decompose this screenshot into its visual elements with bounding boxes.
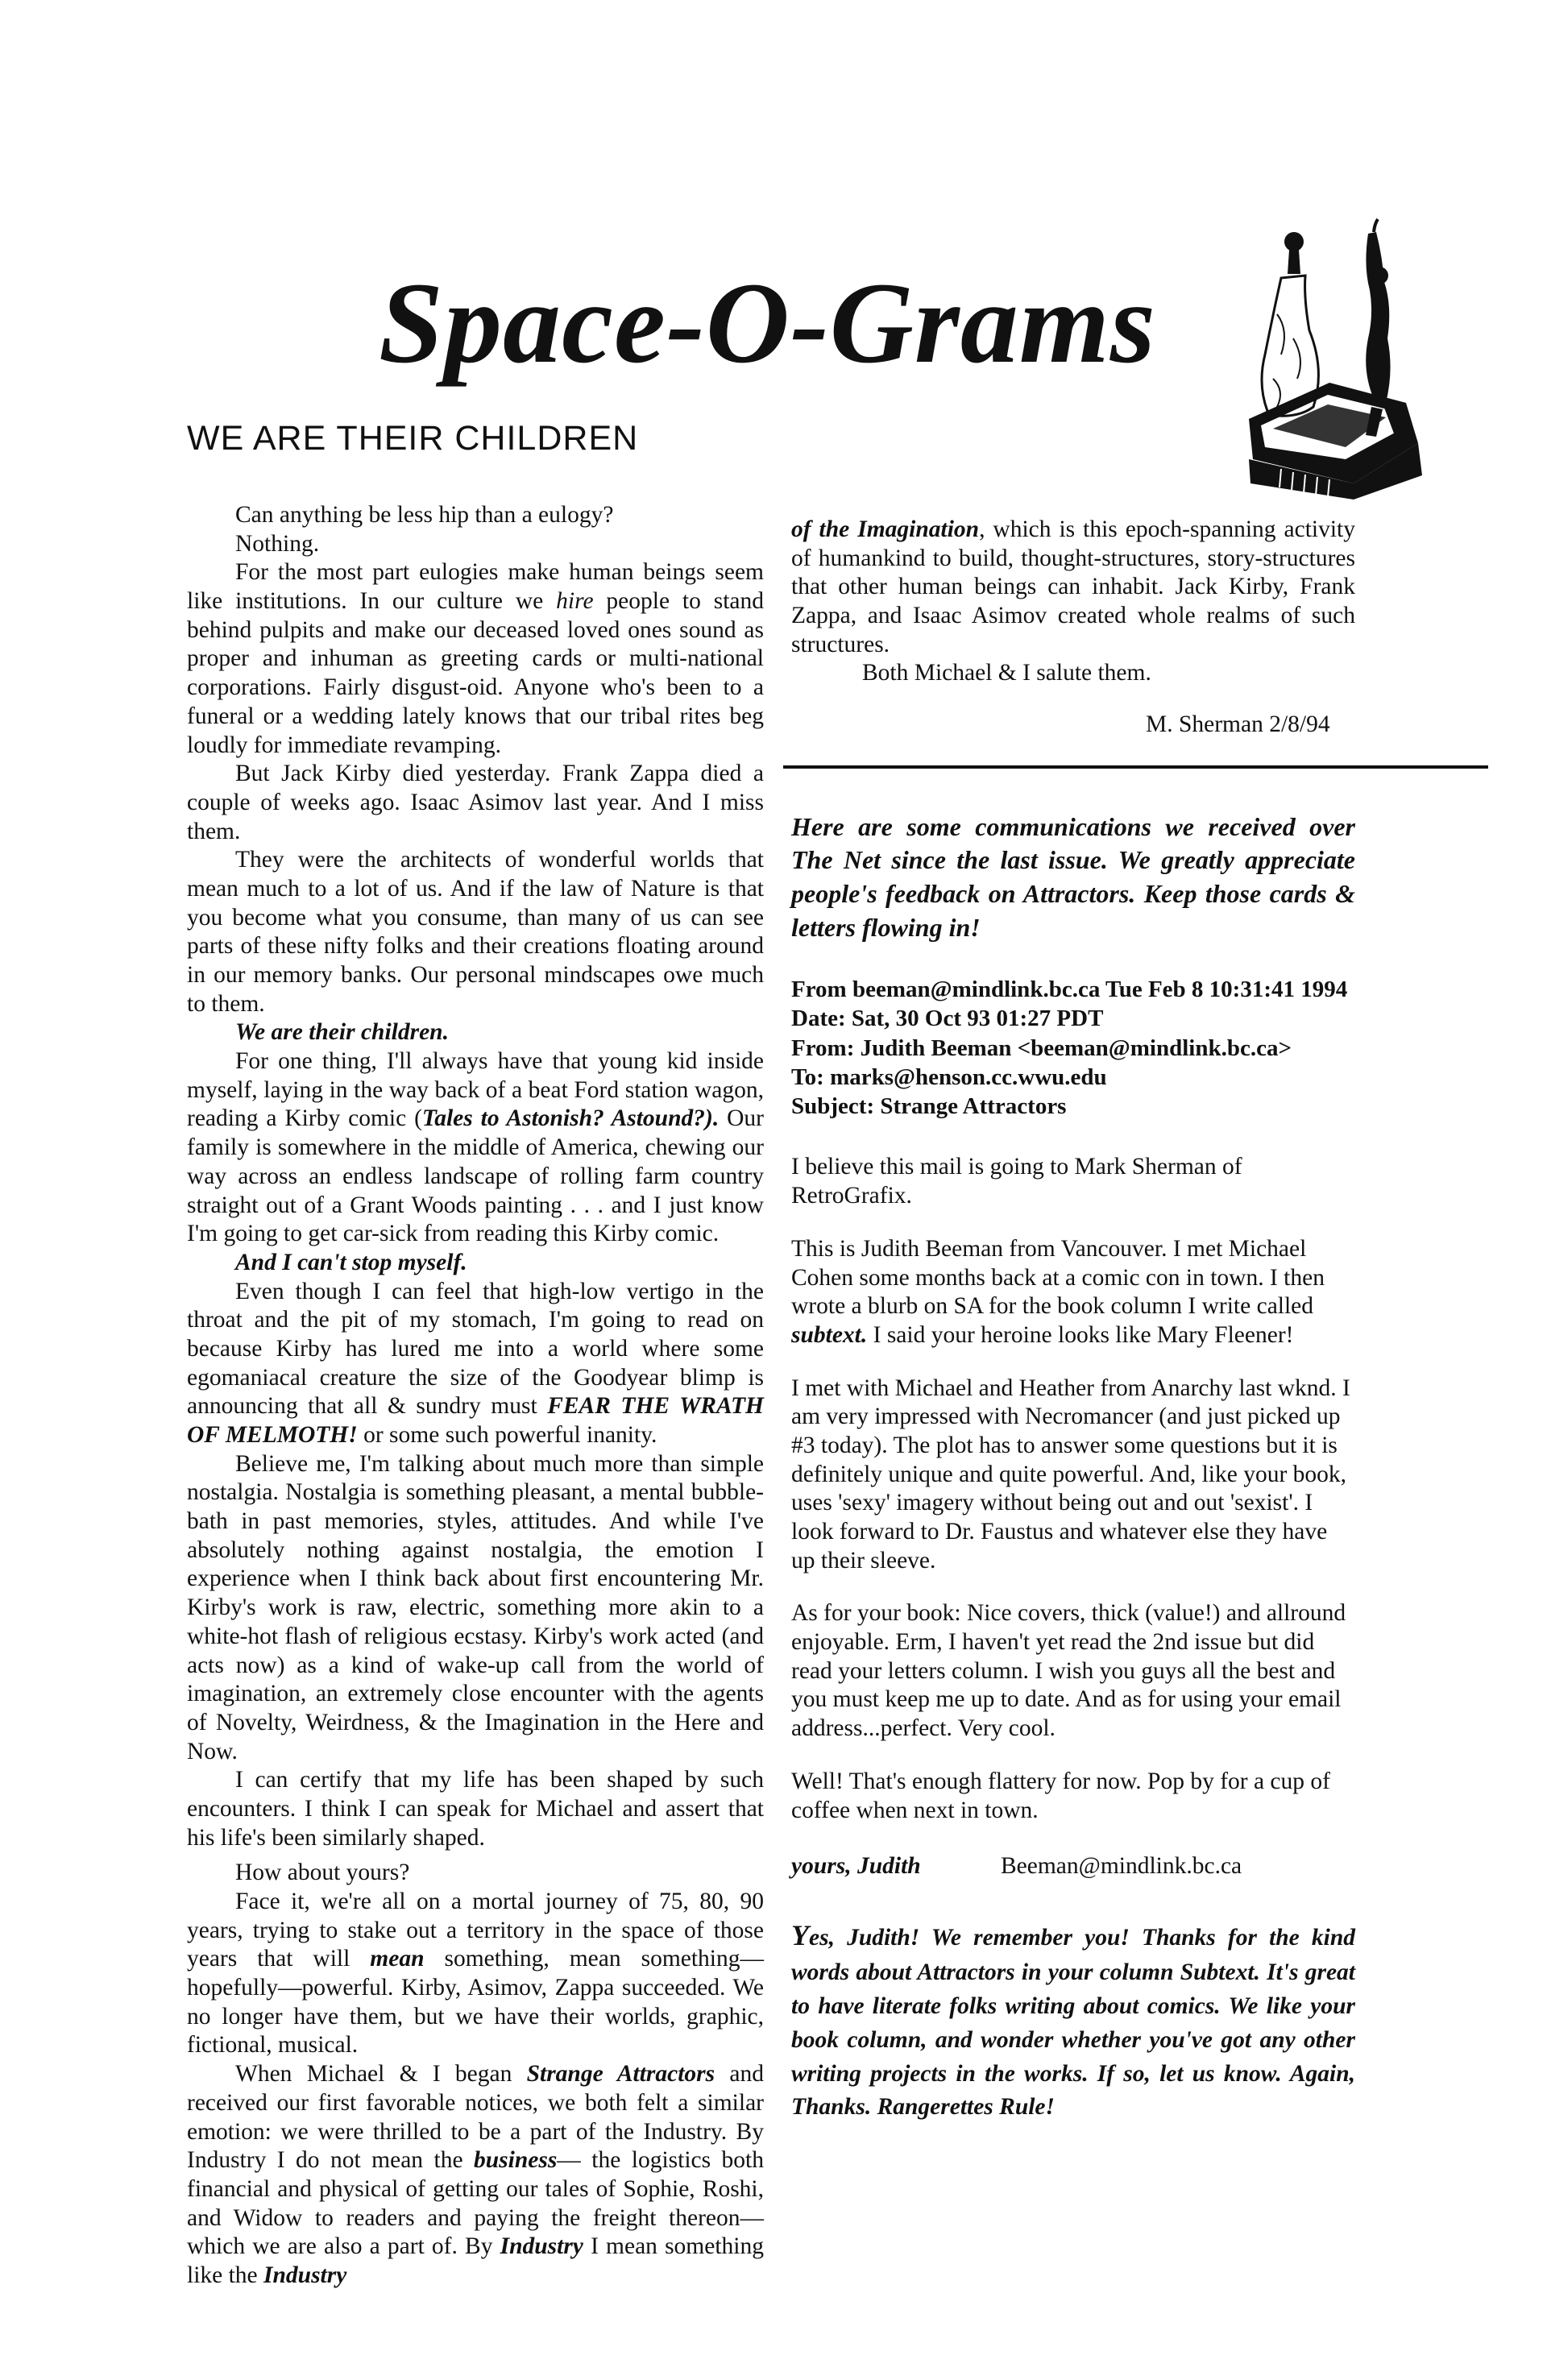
paragraph <box>187 1859 764 1888</box>
emphasis-text: Strange Attractors <box>526 2061 715 2088</box>
paragraph <box>187 846 764 1018</box>
paragraph <box>187 1888 764 2060</box>
emphasis-text: subtext. <box>791 1321 868 1348</box>
paragraph-text: Face it, we're all on a mortal journey of 75, 80, 90 years, trying to stake out a territory in the space of those years that will <box>187 1889 764 1972</box>
paragraph <box>187 558 764 760</box>
paragraph-text: I said your heroine looks like Mary Fleener! <box>867 1321 1294 1348</box>
emphasis-text: Industry <box>500 2233 583 2260</box>
email-body <box>791 1153 1355 1880</box>
paragraph-text: I can certify that my life has been shaped by such encounters. I think I can speak for Michael and assert that his life's been similarly shaped. <box>187 1767 764 1851</box>
emphasis-text: hire <box>556 588 594 615</box>
emphasis-text: Tales to Astonish? Astound?). <box>421 1105 720 1132</box>
editorial-column <box>187 501 764 2291</box>
letters-intro: Here are some communications we received over The Net since the last issue. We greatly appreciate people's feedback on Attractors. Keep those cards & letters flowing in! <box>791 811 1355 942</box>
paragraph-text: Can anything be less hip than a eulogy? <box>235 502 614 528</box>
email-header <box>791 975 1355 1121</box>
emphasis-text: We are their children. <box>235 1019 449 1046</box>
email-header-subject: Subject: Strange Attractors <box>791 1093 1067 1120</box>
email-paragraph: Well! That's enough flattery for now. Pop by for a cup of coffee when next in town. <box>791 1768 1330 1823</box>
email-closing <box>791 1852 1355 1881</box>
email-paragraph: I met with Michael and Heather from Anarchy last wknd. I am very impressed with Necromancer (and just picked up #3 today). The plot has to answer some questions but it is definitely unique and quite powerful. And, like your book, uses 'sexy' imagery without being out and out 'sexist'. I look forward to Dr. Faustus and whatever else they have up their sleeve. <box>791 1375 1350 1574</box>
paragraph-text: How about yours? <box>235 1860 410 1886</box>
emphasis-text: And I can't stop myself. <box>235 1249 467 1275</box>
paragraph-text: Nothing. <box>235 530 320 557</box>
email-header-from-line: From beeman@mindlink.bc.ca Tue Feb 8 10:31:41 1994 <box>791 976 1348 1003</box>
paragraph-text: For the most part eulogies make human beings seem like institutions. In our culture we <box>187 559 764 615</box>
signature-email: Beeman@mindlink.bc.ca <box>1001 1853 1242 1880</box>
editor-reply <box>791 1915 1355 2125</box>
emphasis-text: mean <box>370 1946 425 1972</box>
paragraph <box>187 1249 764 1278</box>
masthead-title: Space-O-Grams <box>379 259 1156 388</box>
editorial-signoff: M. Sherman 2/8/94 <box>1146 711 1330 738</box>
email-paragraph <box>791 1235 1355 1350</box>
paragraph <box>187 1450 764 1767</box>
letters-column <box>791 516 1355 2125</box>
paragraph <box>187 1766 764 1852</box>
paragraph <box>187 1018 764 1047</box>
paragraph <box>187 530 764 559</box>
paragraph-text: For one thing, I'll always have that young kid inside myself, laying in the way back of a beat Ford station wagon, reading a Kirby comic ( <box>187 1048 764 1132</box>
emphasis-text: of the Imagination <box>791 516 980 542</box>
paragraph <box>187 501 764 530</box>
paragraph-text: This is Judith Beeman from Vancouver. I met Michael Cohen some months back at a comic con in town. I then wrote a blurb on SA for the book column I write called <box>791 1235 1325 1320</box>
paragraph <box>187 2060 764 2291</box>
reply-text: es, Judith! We remember you! Thanks for the kind words about Attractors in your column Subtext. It's great to have literate folks writing about comics. We like your book column, and wonder whether you've got any other writing projects in the works. If so, let us know. Again, Thanks. Rangerettes Rule! <box>791 1924 1355 2121</box>
paragraph-text: They were the architects of wonderful worlds that mean much to a lot of us. And if the law of Nature is that you become what you consume, than many of us can see parts of these nifty folks and their creations floating around in our memory banks. Our personal mindscapes owe much to them. <box>187 847 764 1017</box>
paragraph-text: When Michael & I began <box>235 2061 527 2088</box>
emphasis-text: Industry <box>263 2262 347 2288</box>
paragraph <box>187 1047 764 1249</box>
paragraph-text: and received our first favorable notices, we both felt a similar emotion: we were thrilled to be a part of the Industry. By Industry I do not mean the <box>187 2061 764 2174</box>
paragraph-text: But Jack Kirby died yesterday. Frank Zappa died a couple of weeks ago. Isaac Asimov last year. And I miss them. <box>187 761 764 844</box>
paragraph <box>791 516 1355 659</box>
paragraph-text: or some such powerful inanity. <box>357 1422 657 1448</box>
email-header-to: To: marks@henson.cc.wwu.edu <box>791 1064 1107 1090</box>
paragraph-text: Believe me, I'm talking about much more than simple nostalgia. Nostalgia is something pleasant, a mental bubble-bath in past memories, styles, attitudes. And while I've absolutely nothing against nostalgia, the emotion I experience when I think back about first encountering Mr. Kirby's work is raw, electric, something more akin to a white-hot flash of religious ecstasy. Kirby's work acted (and acts now) as a kind of wake-up call from the world of imagination, an extremely close encounter with the agents of Novelty, Weirdness, & the Imagination in the Here and Now. <box>187 1450 764 1764</box>
email-signature: yours, Judith <box>791 1853 921 1880</box>
paragraph-text: — the logistics both financial and physical of getting our tales of Sophie, Roshi, and Widow to readers and paying the freight thereon—which we are also a part of. By <box>187 2147 764 2260</box>
salute-line: Both Michael & I salute them. <box>862 660 1151 686</box>
rocket-woman-illustration <box>1233 218 1434 500</box>
emphasis-text: FEAR THE WRATH OF MELMOTH! <box>187 1393 764 1448</box>
section-divider <box>783 765 1488 769</box>
email-header-from: From: Judith Beeman <beeman@mindlink.bc.ca> <box>791 1035 1292 1061</box>
paragraph <box>187 1278 764 1450</box>
emphasis-text: business <box>474 2147 558 2174</box>
email-paragraph: I believe this mail is going to Mark Sherman of RetroGrafix. <box>791 1154 1242 1209</box>
drop-letter: Y <box>791 1918 809 1951</box>
paragraph <box>187 760 764 846</box>
paragraph-text: something, mean something—hopefully—powerful. Kirby, Asimov, Zappa succeeded. We no longer have them, but we have their worlds, graphic, fictional, musical. <box>187 1946 764 2059</box>
paragraph-text: people to stand behind pulpits and make our deceased loved ones sound as proper and inhuman as greeting cards or multi-national corporations. Fairly disgust-oid. Anyone who's been to a funeral or a wedding lately knows that our tribal rites beg loudly for immediate revamping. <box>187 588 764 758</box>
email-header-date: Date: Sat, 30 Oct 93 01:27 PDT <box>791 1005 1104 1032</box>
paragraph-text: , which is this epoch-spanning activity of humankind to build, thought-structures, story-structures that other human beings can inhabit. Jack Kirby, Frank Zappa, and Isaac Asimov created whole realms of such structures. <box>791 516 1355 657</box>
paragraph-text: I mean something like the <box>187 2233 764 2288</box>
email-paragraph: As for your book: Nice covers, thick (value!) and allround enjoyable. Erm, I haven't yet read the 2nd issue but did read your letters column. I wish you guys all the best and you must keep me up to date. And as for using your email address...perfect. Very cool. <box>791 1600 1346 1742</box>
paragraph-text: Our family is somewhere in the middle of America, chewing our way across an endless landscape of rolling farm country straight out of a Grant Woods painting . . . and I just know I'm going to get car-sick from reading this Kirby comic. <box>187 1105 764 1247</box>
paragraph-text: Even though I can feel that high-low vertigo in the throat and the pit of my stomach, I'm going to read on because Kirby has lured me into a world where some egomaniacal creature the size of the Goodyear blimp is announcing that all & sundry must <box>187 1278 764 1420</box>
masthead-subtitle: WE ARE THEIR CHILDREN <box>187 419 639 458</box>
